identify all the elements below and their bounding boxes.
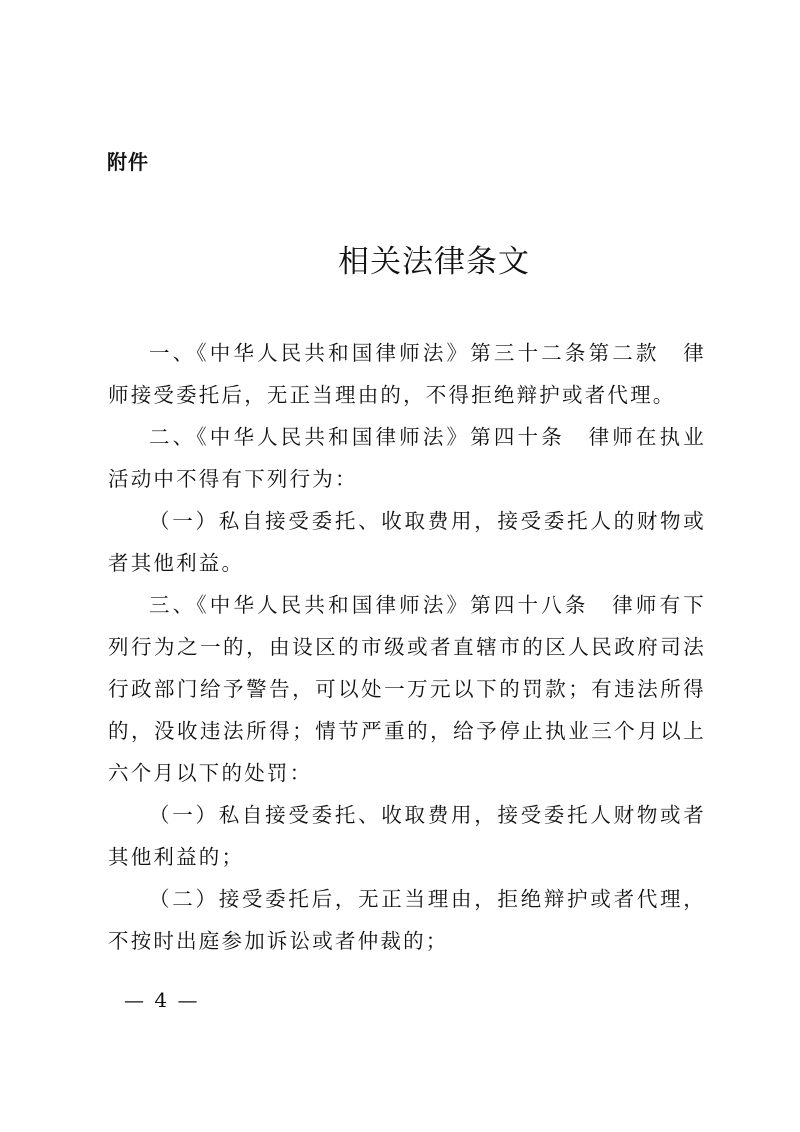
article-48-item-1: （一）私自接受委托、收取费用，接受委托人财物或者其他利益的； xyxy=(108,803,706,869)
page-number: — 4 — xyxy=(124,988,200,1012)
article-paragraph-lawyers-law-40: 二、《中华人民共和国律师法》第四十条 律师在执业活动中不得有下列行为： xyxy=(108,425,706,491)
article-40-item-1: （一）私自接受委托、收取费用，接受委托人的财物或者其他利益。 xyxy=(108,509,706,575)
document-title: 相关法律条文 xyxy=(338,244,530,280)
article-paragraph-lawyers-law-48: 三、《中华人民共和国律师法》第四十八条 律师有下列行为之一的，由设区的市级或者直辖市的区人民政府司法行政部门给予警告，可以处一万元以下的罚款；有违法所得的，没收违法所得；情节严重的，给予停止执业三个月以上六个月以下的处罚： xyxy=(108,593,706,785)
article-paragraph-lawyers-law-32: 一、《中华人民共和国律师法》第三十二条第二款 律师接受委托后，无正当理由的，不得拒绝辩护或者代理。 xyxy=(108,341,706,407)
attachment-label: 附件 xyxy=(107,150,149,174)
article-48-item-2: （二）接受委托后，无正当理由，拒绝辩护或者代理，不按时出庭参加诉讼或者仲裁的； xyxy=(108,887,706,953)
document-body xyxy=(108,332,706,962)
